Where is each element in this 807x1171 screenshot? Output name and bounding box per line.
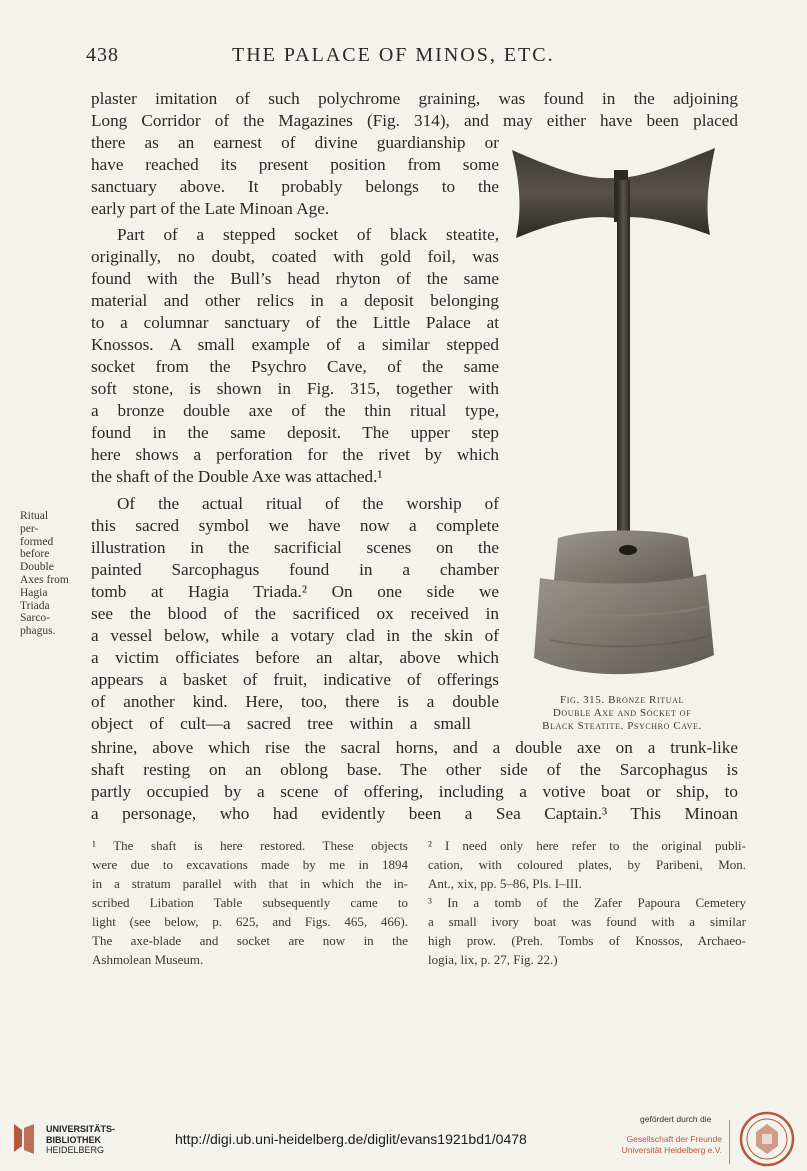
margin-note-line: Sarco- [20,612,51,625]
margin-note-line: Triada [20,599,50,612]
body-line: Of the actual ritual of the worship of [117,494,499,513]
double-axe-figure [510,140,720,685]
body-line: partly occupied by a scene of offering, including a votive boat or ship, to [91,782,738,801]
body-line: illustration in the sacrificial scenes on the [91,538,499,557]
footnote-line: Ant., xix, pp. 5–86, Pls. I–III. [428,876,582,891]
footer-divider [729,1120,730,1164]
body-line: found in the same deposit. The upper step [91,423,499,442]
body-line: shaft resting on an oblong base. The other side of the Sarcophagus is [91,760,738,779]
library-line: HEIDELBERG [46,1145,105,1155]
body-line: there as an earnest of divine guardianship or [91,133,499,152]
body-line: see the blood of the sacrificed ox received in [91,604,499,623]
society-name [620,1134,722,1156]
footnote-line: in a stratum parallel with that in which the in- [92,876,408,891]
body-line: a vessel below, while a votary clad in the skin of [91,626,499,645]
margin-note-line: per- [20,522,39,535]
footnote-line: ² I need only here refer to the original publi- [428,838,746,853]
caption-line: Black Steatite. Psychro Cave. [542,720,702,732]
body-line: the shaft of the Double Axe was attached.¹ [91,467,383,486]
society-line: Gesellschaft der Freunde [626,1134,722,1144]
body-line: soft stone, is shown in Fig. 315, together with [91,379,499,398]
figure-caption [502,694,742,733]
page-number: 438 [86,44,119,66]
body-line: plaster imitation of such polychrome graining, was found in the adjoining [91,89,738,108]
library-line: BIBLIOTHEK [46,1134,101,1145]
body-line: shrine, above which rise the sacral horns, and a double axe on a trunk-like [91,738,738,757]
body-line: tomb at Hagia Triada.² On one side we [91,582,499,601]
footnote-line: logia, lix, p. 27, Fig. 22.) [428,952,558,967]
body-line: this sacred symbol we have now a complete [91,516,499,535]
library-logo-icon [10,1120,40,1156]
margin-note [20,510,69,638]
university-seal-icon [738,1110,796,1168]
body-line: originally, no doubt, coated with gold foil, was [91,247,499,266]
margin-note-line: Hagia [20,586,48,599]
margin-note-line: phagus. [20,625,56,638]
body-line: Long Corridor of the Magazines (Fig. 314), and may either have been placed [91,111,738,130]
source-url-link[interactable]: http://digi.ub.uni-heidelberg.de/diglit/evans1921bd1/0478 [175,1131,527,1147]
body-line: a personage, who had evidently been a Sea Captain.³ This Minoan [91,804,738,823]
library-line: UNIVERSITÄTS- [46,1124,116,1134]
body-line: to a columnar sanctuary of the Little Palace at [91,313,499,332]
body-line: socket from the Psychro Cave, of the same [91,357,499,376]
body-line: here shows a perforation for the rivet by which [91,445,499,464]
body-line: a bronze double axe of the thin ritual type, [91,401,499,420]
footnote-line: The axe-blade and socket are now in the [92,933,408,948]
footnote-line: high prow. (Preh. Tombs of Knossos, Archaeo- [428,933,746,948]
body-line: early part of the Late Minoan Age. [91,199,330,218]
body-line: appears a basket of fruit, indicative of offerings [91,670,499,689]
footnote-line: were due to excavations made by me in 1894 [92,857,408,872]
body-line: of another kind. Here, too, there is a double [91,692,499,711]
footnote-line: ³ In a tomb of the Zafer Papoura Cemetery [428,895,746,910]
margin-note-line: Double [20,561,54,574]
footnote-line: a small ivory boat was found with a similar [428,914,746,929]
body-line: found with the Bull’s head rhyton of the same [91,269,499,288]
running-title: THE PALACE OF MINOS, ETC. [232,44,555,66]
footnote-line: light (see below, p. 625, and Figs. 465, 466). [92,914,408,929]
caption-line: Fig. 315. Bronze Ritual [560,694,684,706]
body-line: Part of a stepped socket of black steatite, [117,225,499,244]
body-line: material and other relics in a deposit belonging [91,291,499,310]
margin-note-line: Axes from [20,573,69,586]
caption-line: Double Axe and Socket of [552,707,692,719]
body-line: sanctuary above. It probably belongs to the [91,177,499,196]
body-line: have reached its present position from some [91,155,499,174]
body-line: Knossos. A small example of a similar stepped [91,335,499,354]
margin-note-line: Ritual [20,510,49,522]
society-line: Universität Heidelberg e.V. [621,1145,722,1155]
supported-by-text: gefördert durch die [640,1114,712,1124]
footnote-line: ¹ The shaft is here restored. These objects [92,838,408,853]
margin-note-line: before [20,548,50,561]
body-line: a victim officiates before an altar, above which [91,648,499,667]
footnote-line: cation, with coloured plates, by Paribeni, Mon. [428,857,746,872]
footnote-line: scribed Libation Table subsequently came to [92,895,408,910]
body-line: painted Sarcophagus found in a chamber [91,560,499,579]
library-name [46,1124,115,1156]
margin-note-line: formed [20,535,54,548]
footnote-line: Ashmolean Museum. [92,952,204,967]
body-line: object of cult—a sacred tree within a small [91,714,471,733]
